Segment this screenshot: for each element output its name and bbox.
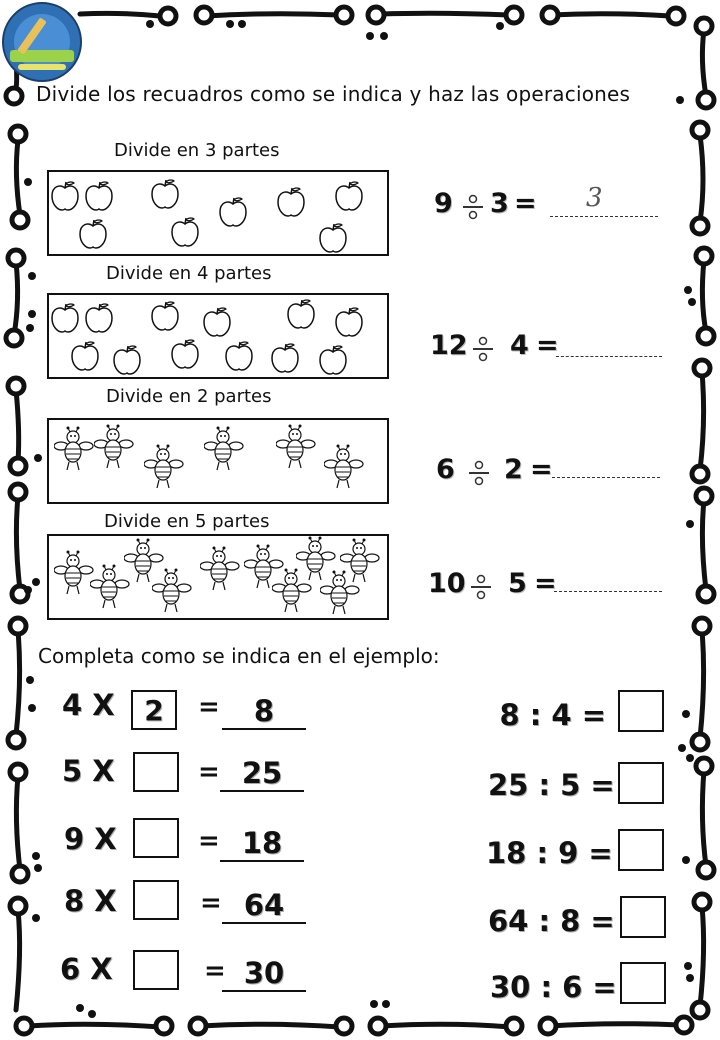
mult-row-3-equals: = [198,826,220,856]
apple-icon [84,302,114,338]
exercise-3-divisor: 2 [504,454,523,485]
bee-icon [144,442,184,494]
apple-icon [78,218,108,254]
apple-icon [84,180,114,216]
exercise-2-label: Divide en 4 partes [106,263,272,284]
apple-icon [318,344,348,380]
mult-row-1-equals: = [198,692,220,722]
exercise-4-answer-line[interactable] [554,591,662,592]
exercise-1-written-answer: 3 [586,183,603,213]
exercise-2-divisor: 4 [510,330,529,361]
mult-row-1-times: X [92,688,115,722]
bee-icon [200,544,240,596]
mult-row-4-factor: 8 [64,884,85,918]
mult-row-4-equals: = [200,888,222,918]
mult-factor [64,822,117,856]
mult-row-1-factor: 4 [62,688,83,722]
mult-row-1-box-value: 2 [144,694,164,727]
bee-icon [324,442,364,494]
apple-icon [276,186,306,222]
mult-row-2-equals: = [198,757,220,787]
division-sign-icon [466,460,492,486]
exercise-2-dividend: 12 [430,330,468,361]
mult-row-3-answer-box[interactable] [133,818,179,858]
exercise-1-label: Divide en 3 partes [114,140,280,161]
school-logo [2,2,82,82]
bee-icon [94,422,134,474]
div-row-2-text: 25 : 5 = [488,768,615,802]
mult-row-5-answer-box[interactable] [133,950,179,990]
apple-icon [334,180,364,216]
div-row-3-text: 18 : 9 = [486,836,613,870]
mult-row-2-answer-box[interactable] [133,752,179,792]
bee-icon [204,424,244,476]
exercise-3-dividend: 6 [436,454,455,485]
mult-row-5-factor: 6 [60,952,81,986]
section-2-title: Completa como se indica en el ejemplo: [38,644,440,668]
apple-icon [112,344,142,380]
mult-row-2-product: 25 [220,756,304,792]
mult-factor [64,884,117,918]
exercise-3-answer-line[interactable] [552,477,660,478]
mult-row-2-times: X [92,754,115,788]
apple-icon [224,340,254,376]
div-row-5-text: 30 : 6 = [490,970,617,1004]
exercise-3-equals: = [530,454,553,485]
apple-icon [170,338,200,374]
mult-factor [60,952,113,986]
mult-row-4-answer-box[interactable] [133,880,179,920]
apple-icon [70,340,100,376]
mult-factor [62,754,115,788]
apple-icon [318,222,348,258]
apple-icon [202,306,232,342]
exercise-1-answer-line[interactable] [550,216,658,217]
div-row-3-answer-box[interactable] [618,829,664,871]
instructions-title: Divide los recuadros como se indica y haz las operaciones [36,82,631,106]
mult-row-4-product: 64 [222,888,306,924]
bee-icon [152,566,192,618]
exercise-3-label: Divide en 2 partes [106,386,272,407]
div-row-1-text: 8 : 4 = [499,698,606,732]
mult-row-1-answer-box[interactable] [131,690,177,730]
mult-row-2-factor: 5 [62,754,83,788]
apple-icon [50,302,80,338]
mult-row-4-times: X [94,884,117,918]
bee-icon [54,424,94,476]
logo-band-small [18,64,66,70]
exercise-4-divisor: 5 [508,568,527,599]
apple-icon [170,216,200,252]
mult-row-5-equals: = [204,956,226,986]
mult-row-3-product: 18 [220,826,304,862]
apple-icon [218,196,248,232]
bee-icon [276,422,316,474]
mult-row-3-times: X [94,822,117,856]
apple-icon [150,178,180,214]
div-row-1-answer-box[interactable] [618,690,664,732]
exercise-1-equals: = [514,188,537,219]
exercise-2-equals: = [536,330,559,361]
div-row-5-answer-box[interactable] [620,962,666,1004]
exercise-4-dividend: 10 [428,568,466,599]
exercise-4-equals: = [534,568,557,599]
division-sign-icon [460,194,486,220]
exercise-1-divisor: 3 [490,188,509,219]
mult-row-5-product: 30 [222,956,306,992]
exercise-2-answer-line[interactable] [556,356,662,357]
apple-icon [50,180,80,216]
bee-icon [54,548,94,600]
mult-row-1-product: 8 [222,694,306,730]
mult-factor [62,688,115,722]
apple-icon [286,298,316,334]
apple-icon [334,306,364,342]
division-sign-icon [468,574,494,600]
apple-icon [270,342,300,378]
division-sign-icon [470,336,496,362]
bee-icon [340,536,380,588]
mult-row-5-times: X [90,952,113,986]
exercise-4-label: Divide en 5 partes [104,511,270,532]
div-row-4-text: 64 : 8 = [488,904,615,938]
exercise-1-dividend: 9 [434,188,453,219]
div-row-2-answer-box[interactable] [618,762,664,804]
mult-row-3-factor: 9 [64,822,85,856]
apple-icon [150,300,180,336]
div-row-4-answer-box[interactable] [620,896,666,938]
